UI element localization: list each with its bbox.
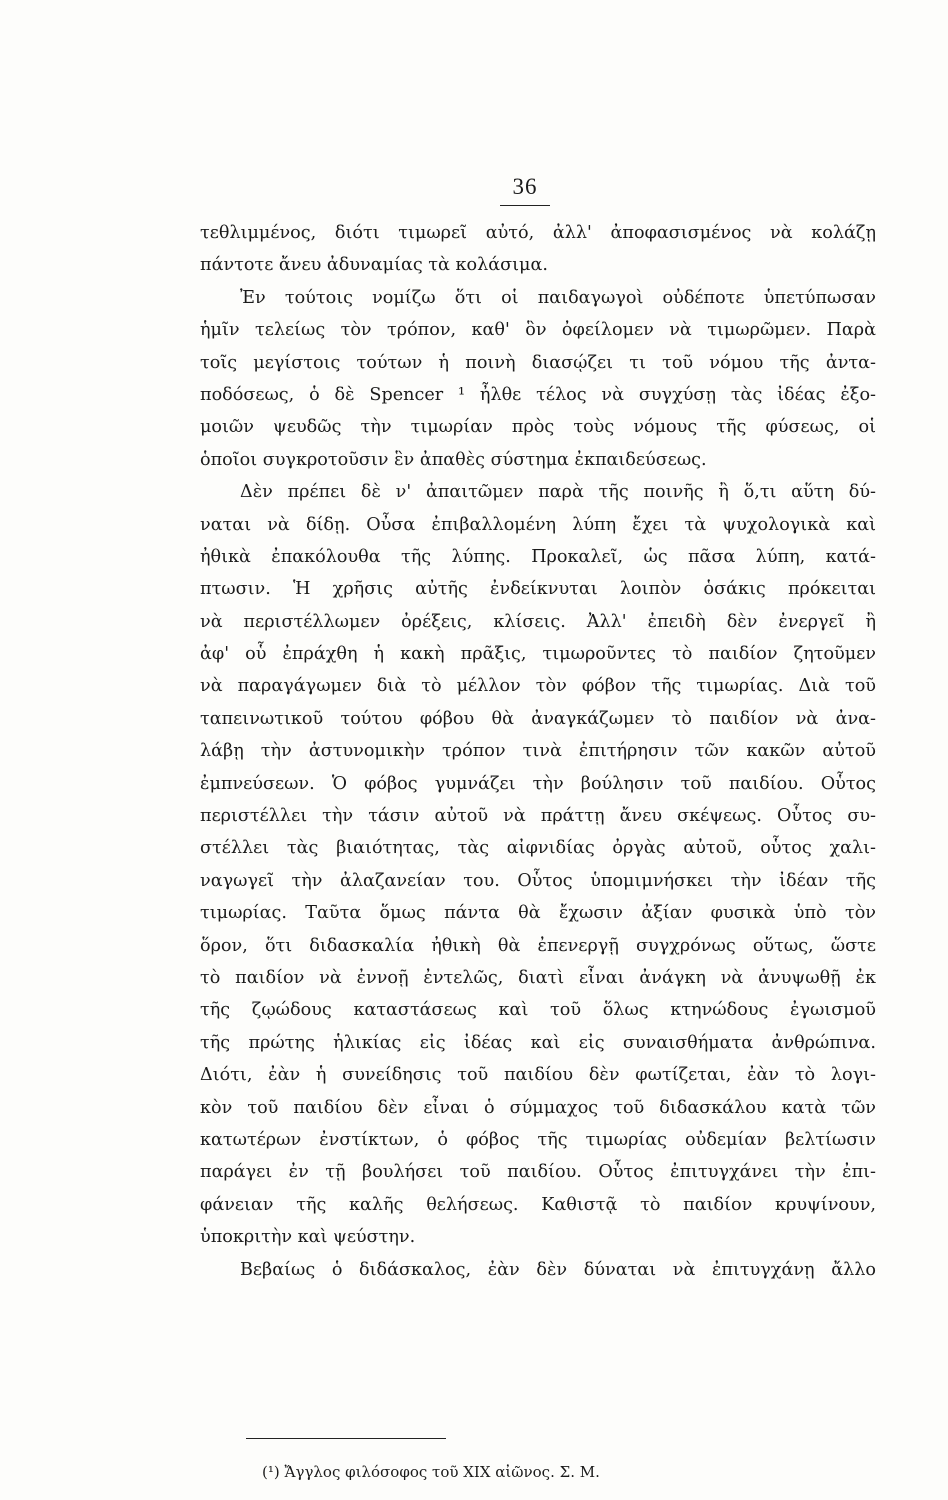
text-line: ἀφ' οὗ ἐπράχθη ἡ κακὴ πρᾶξις, τιμωροῦντες τὸ παιδίον ζητοῦμεν xyxy=(200,644,876,665)
text-line: παράγει ἐν τῇ βουλήσει τοῦ παιδίου. Οὗτος ἐπιτυγχάνει τὴν ἐπι- xyxy=(200,1162,876,1183)
text-line: τοῖς μεγίστοις τούτων ἡ ποινὴ διασῴζει τι τοῦ νόμου τῆς ἀντα- xyxy=(200,352,876,373)
text-line: περιστέλλει τὴν τάσιν αὐτοῦ νὰ πράττῃ ἄνευ σκέψεως. Οὗτος συ- xyxy=(200,806,876,827)
footnote: (¹) Ἄγγλος φιλόσοφος τοῦ XIX αἰῶνος. Σ. Μ. xyxy=(262,1463,600,1481)
text-line: φάνειαν τῆς καλῆς θελήσεως. Καθιστᾷ τὸ παιδίον κρυψίνουν, xyxy=(200,1194,876,1215)
text-line: πτωσιν. Ἡ χρῆσις αὐτῆς ἐνδείκνυται λοιπὸν ὁσάκις πρόκειται xyxy=(200,579,876,600)
page-number: 36 xyxy=(512,174,538,199)
text-line: λάβῃ τὴν ἀστυνομικὴν τρόπον τινὰ ἐπιτήρησιν τῶν κακῶν αὐτοῦ xyxy=(200,741,876,762)
text-line: στέλλει τὰς βιαιότητας, τὰς αἰφνιδίας ὀργὰς αὐτοῦ, οὗτος χαλι- xyxy=(200,838,876,859)
page-number-underline xyxy=(500,205,550,206)
text-line: Βεβαίως ὁ διδάσκαλος, ἐὰν δὲν δύναται νὰ ἐπιτυγχάνῃ ἄλλο xyxy=(240,1259,876,1280)
text-line: τῆς ζῳώδους καταστάσεως καὶ τοῦ ὅλως κτηνώδους ἐγωισμοῦ xyxy=(200,1000,876,1021)
text-line: τιμωρίας. Ταῦτα ὅμως πάντα θὰ ἔχωσιν ἀξίαν φυσικὰ ὑπὸ τὸν xyxy=(200,903,876,924)
text-line: πάντοτε ἄνευ ἀδυναμίας τὰ κολάσιμα. xyxy=(200,255,548,276)
text-line: μοιῶν ψευδῶς τὴν τιμωρίαν πρὸς τοὺς νόμους τῆς φύσεως, οἱ xyxy=(200,417,876,438)
text-line: ἠθικὰ ἐπακόλουθα τῆς λύπης. Προκαλεῖ, ὡς πᾶσα λύπη, κατά- xyxy=(200,546,876,567)
text-line: ἡμῖν τελείως τὸν τρόπον, καθ' ὃν ὀφείλομεν νὰ τιμωρῶμεν. Παρὰ xyxy=(200,320,876,341)
text-line: τεθλιμμένος, διότι τιμωρεῖ αὐτό, ἀλλ' ἀποφασισμένος νὰ κολάζῃ xyxy=(200,223,876,243)
text-line: νὰ παραγάγωμεν διὰ τὸ μέλλον τὸν φόβον τῆς τιμωρίας. Διὰ τοῦ xyxy=(200,676,876,697)
text-line: ὁποῖοι συγκροτοῦσιν ἓν ἀπαθὲς σύστημα ἐκπαιδεύσεως. xyxy=(200,449,707,470)
text-line: ναται νὰ δίδῃ. Οὖσα ἐπιβαλλομένη λύπη ἔχει τὰ ψυχολογικὰ καὶ xyxy=(200,514,876,535)
text-line: ποδόσεως, ὁ δὲ Spencer ¹ ἦλθε τέλος νὰ συγχύσῃ τὰς ἰδέας ἐξο- xyxy=(200,384,876,405)
body-text xyxy=(200,217,876,1286)
text-line: Διότι, ἐὰν ἡ συνείδησις τοῦ παιδίου δὲν φωτίζεται, ἐὰν τὸ λογι- xyxy=(200,1065,876,1086)
text-line: κατωτέρων ἐνστίκτων, ὁ φόβος τῆς τιμωρίας οὐδεμίαν βελτίωσιν xyxy=(200,1129,876,1150)
text-line: τὸ παιδίον νὰ ἐννοῇ ἐντελῶς, διατὶ εἶναι ἀνάγκη νὰ ἀνυψωθῇ ἐκ xyxy=(200,967,876,988)
footnote-divider xyxy=(246,1438,446,1439)
text-line: ναγωγεῖ τὴν ἀλαζανείαν του. Οὗτος ὑπομιμνήσκει τὴν ἰδέαν τῆς xyxy=(200,870,876,891)
text-line: κὸν τοῦ παιδίου δὲν εἶναι ὁ σύμμαχος τοῦ διδασκάλου κατὰ τῶν xyxy=(200,1097,876,1118)
text-line: ταπεινωτικοῦ τούτου φόβου θὰ ἀναγκάζωμεν τὸ παιδίον νὰ ἀνα- xyxy=(200,708,876,729)
text-line: τῆς πρώτης ἡλικίας εἰς ἰδέας καὶ εἰς συναισθήματα ἀνθρώπινα. xyxy=(200,1032,876,1053)
text-line: ἐμπνεύσεων. Ὁ φόβος γυμνάζει τὴν βούλησιν τοῦ παιδίου. Οὗτος xyxy=(200,773,876,794)
text-line: Δὲν πρέπει δὲ ν' ἀπαιτῶμεν παρὰ τῆς ποινῆς ἢ ὅ,τι αὕτη δύ- xyxy=(240,482,876,503)
text-line: Ἐν τούτοις νομίζω ὅτι οἱ παιδαγωγοὶ οὐδέποτε ὑπετύπωσαν xyxy=(240,287,876,308)
text-line: νὰ περιστέλλωμεν ὀρέξεις, κλίσεις. Ἀλλ' ἐπειδὴ δὲν ἐνεργεῖ ἢ xyxy=(200,611,876,632)
text-line: ὅρον, ὅτι διδασκαλία ἠθικὴ θὰ ἐπενεργῇ συγχρόνως οὕτως, ὥστε xyxy=(200,935,876,956)
text-line: ὑποκριτὴν καὶ ψεύστην. xyxy=(200,1227,416,1248)
